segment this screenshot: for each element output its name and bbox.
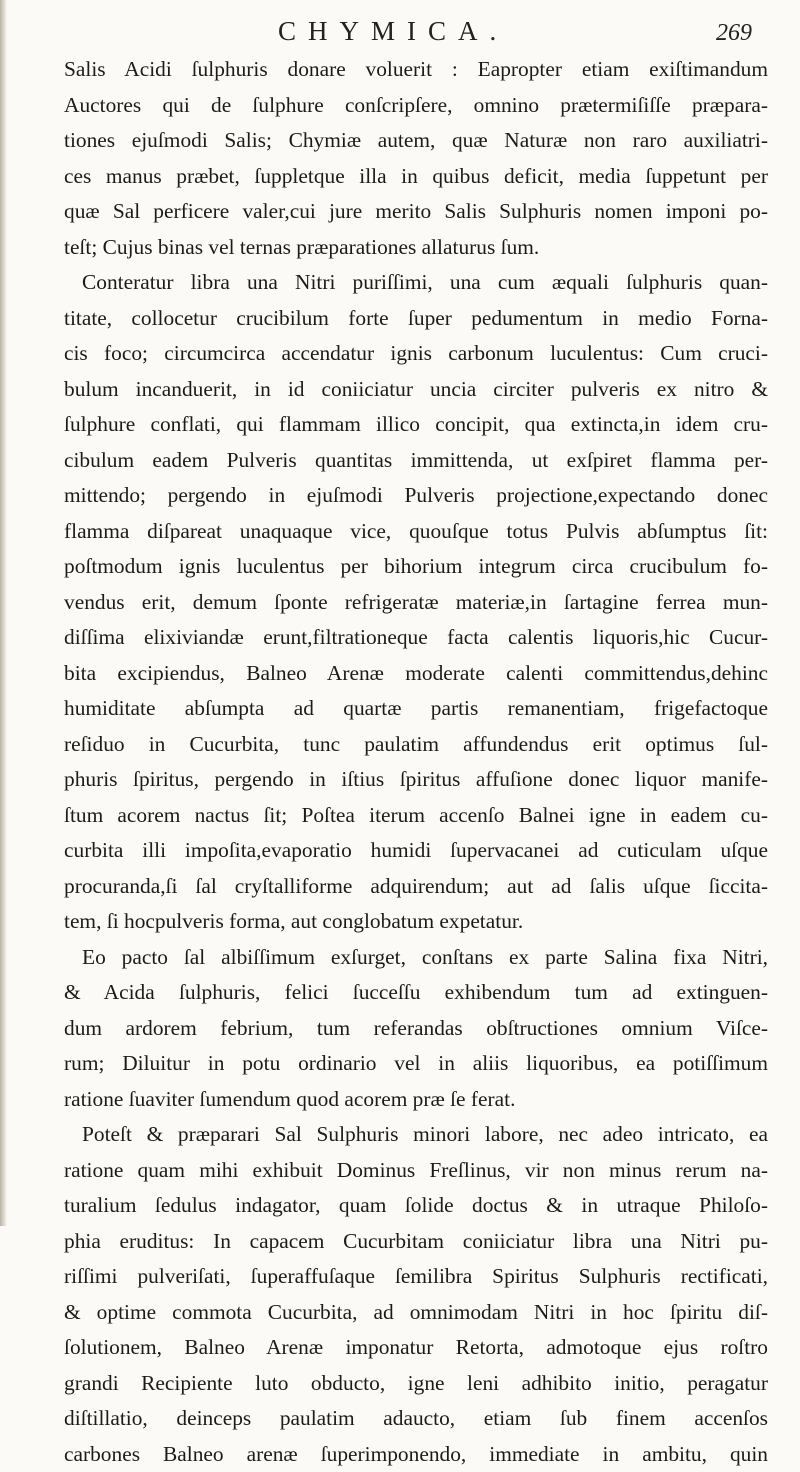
running-title: CHYMICA. [278,16,508,47]
text-line: poſtmodum ignis luculentus per bihorium integrum circa crucibulum fo- [64,549,768,585]
text-line: Conteratur libra una Nitri puriſſimi, una cum æquali ſulphuris quan- [64,265,768,301]
text-line: dum ardorem febrium, tum referandas obſtructiones omnium Viſce- [64,1011,768,1047]
text-line: titate, collocetur crucibilum forte ſuper pedumentum in medio Forna- [64,301,768,337]
text-line: teſt; Cujus binas vel ternas præparationes allaturus ſum. [64,230,768,266]
text-line: Poteſt & præparari Sal Sulphuris minori labore, nec adeo intricato, ea [64,1117,768,1153]
text-line: bita excipiendus, Balneo Arenæ moderate calenti committendus,dehinc [64,656,768,692]
text-line: ſolutionem, Balneo Arenæ imponatur Retorta, admotoque ejus roſtro [64,1330,768,1366]
text-line: phuris ſpiritus, pergendo in iſtius ſpiritus affuſione donec liquor manife- [64,762,768,798]
text-line: Auctores qui de ſulphure conſcripſere, omnino prætermiſiſſe præpara- [64,88,768,124]
text-line: diſtillatio, deinceps paulatim adaucto, etiam ſub finem accenſos [64,1401,768,1437]
text-line: riſſimi pulveriſati, ſuperaffuſaque ſemilibra Spiritus Sulphuris rectificati, [64,1259,768,1295]
text-line: Eo pacto ſal albiſſimum exſurget, conſtans ex parte Salina fixa Nitri, [64,940,768,976]
page-number: 269 [716,20,752,47]
text-line: tiones ejuſmodi Salis; Chymiæ autem, quæ Naturæ non raro auxiliatri- [64,123,768,159]
text-line: ratione ſuaviter ſumendum quod acorem præ ſe ferat. [64,1082,768,1118]
text-line: tem, ſi hocpulveris forma, aut conglobatum expetatur. [64,904,768,940]
text-line: & Acida ſulphuris, felici ſucceſſu exhibendum tum ad extinguen- [64,975,768,1011]
text-line: turalium ſedulus indagator, quam ſolide doctus & in utraque Philoſo- [64,1188,768,1224]
text-line: ſulphure conflati, qui flammam illico concipit, qua extincta,in idem cru- [64,407,768,443]
text-line: ces manus præbet, ſuppletque illa in quibus deficit, media ſuppetunt per [64,159,768,195]
text-line: Salis Acidi ſulphuris donare voluerit : Eapropter etiam exiſtimandum [64,52,768,88]
text-line: procuranda,ſi ſal cryſtalliforme adquirendum; aut ad ſalis uſque ſiccita- [64,869,768,905]
page-binding-edge [0,0,7,1226]
text-line: carbones Balneo arenæ ſuperimponendo, immediate in ambitu, quin [64,1437,768,1472]
body-text [64,52,768,1472]
text-line: cibulum eadem Pulveris quantitas immittenda, ut exſpiret flamma per- [64,443,768,479]
text-line: cis foco; circumcirca accendatur ignis carbonum luculentus: Cum cruci- [64,336,768,372]
text-line: curbita illi impoſita,evaporatio humidi ſupervacanei ad cuticulam uſque [64,833,768,869]
text-line: grandi Recipiente luto obducto, igne leni adhibito initio, peragatur [64,1366,768,1402]
running-head [0,14,800,48]
text-line: humiditate abſumpta ad quartæ partis remanentiam, frigefactoque [64,691,768,727]
text-line: quæ Sal perficere valer,cui jure merito Salis Sulphuris nomen imponi po- [64,194,768,230]
text-line: flamma diſpareat unaquaque vice, quouſque totus Pulvis abſumptus ſit: [64,514,768,550]
text-line: phia eruditus: In capacem Cucurbitam coniiciatur libra una Nitri pu- [64,1224,768,1260]
text-line: ſtum acorem nactus ſit; Poſtea iterum accenſo Balnei igne in eadem cu- [64,798,768,834]
text-line: reſiduo in Cucurbita, tunc paulatim affundendus erit optimus ſul- [64,727,768,763]
text-line: mittendo; pergendo in ejuſmodi Pulveris projectione,expectando donec [64,478,768,514]
text-line: ratione quam mihi exhibuit Dominus Freſlinus, vir non minus rerum na- [64,1153,768,1189]
text-line: vendus erit, demum ſponte refrigeratæ materiæ,in ſartagine ferrea mun- [64,585,768,621]
text-line: rum; Diluitur in potu ordinario vel in aliis liquoribus, ea potiſſimum [64,1046,768,1082]
text-line: & optime commota Cucurbita, ad omnimodam Nitri in hoc ſpiritu diſ- [64,1295,768,1331]
text-line: bulum incanduerit, in id coniiciatur uncia circiter pulveris ex nitro & [64,372,768,408]
text-line: diſſima elixiviandæ erunt,filtrationeque facta calentis liquoris,hic Cucur- [64,620,768,656]
